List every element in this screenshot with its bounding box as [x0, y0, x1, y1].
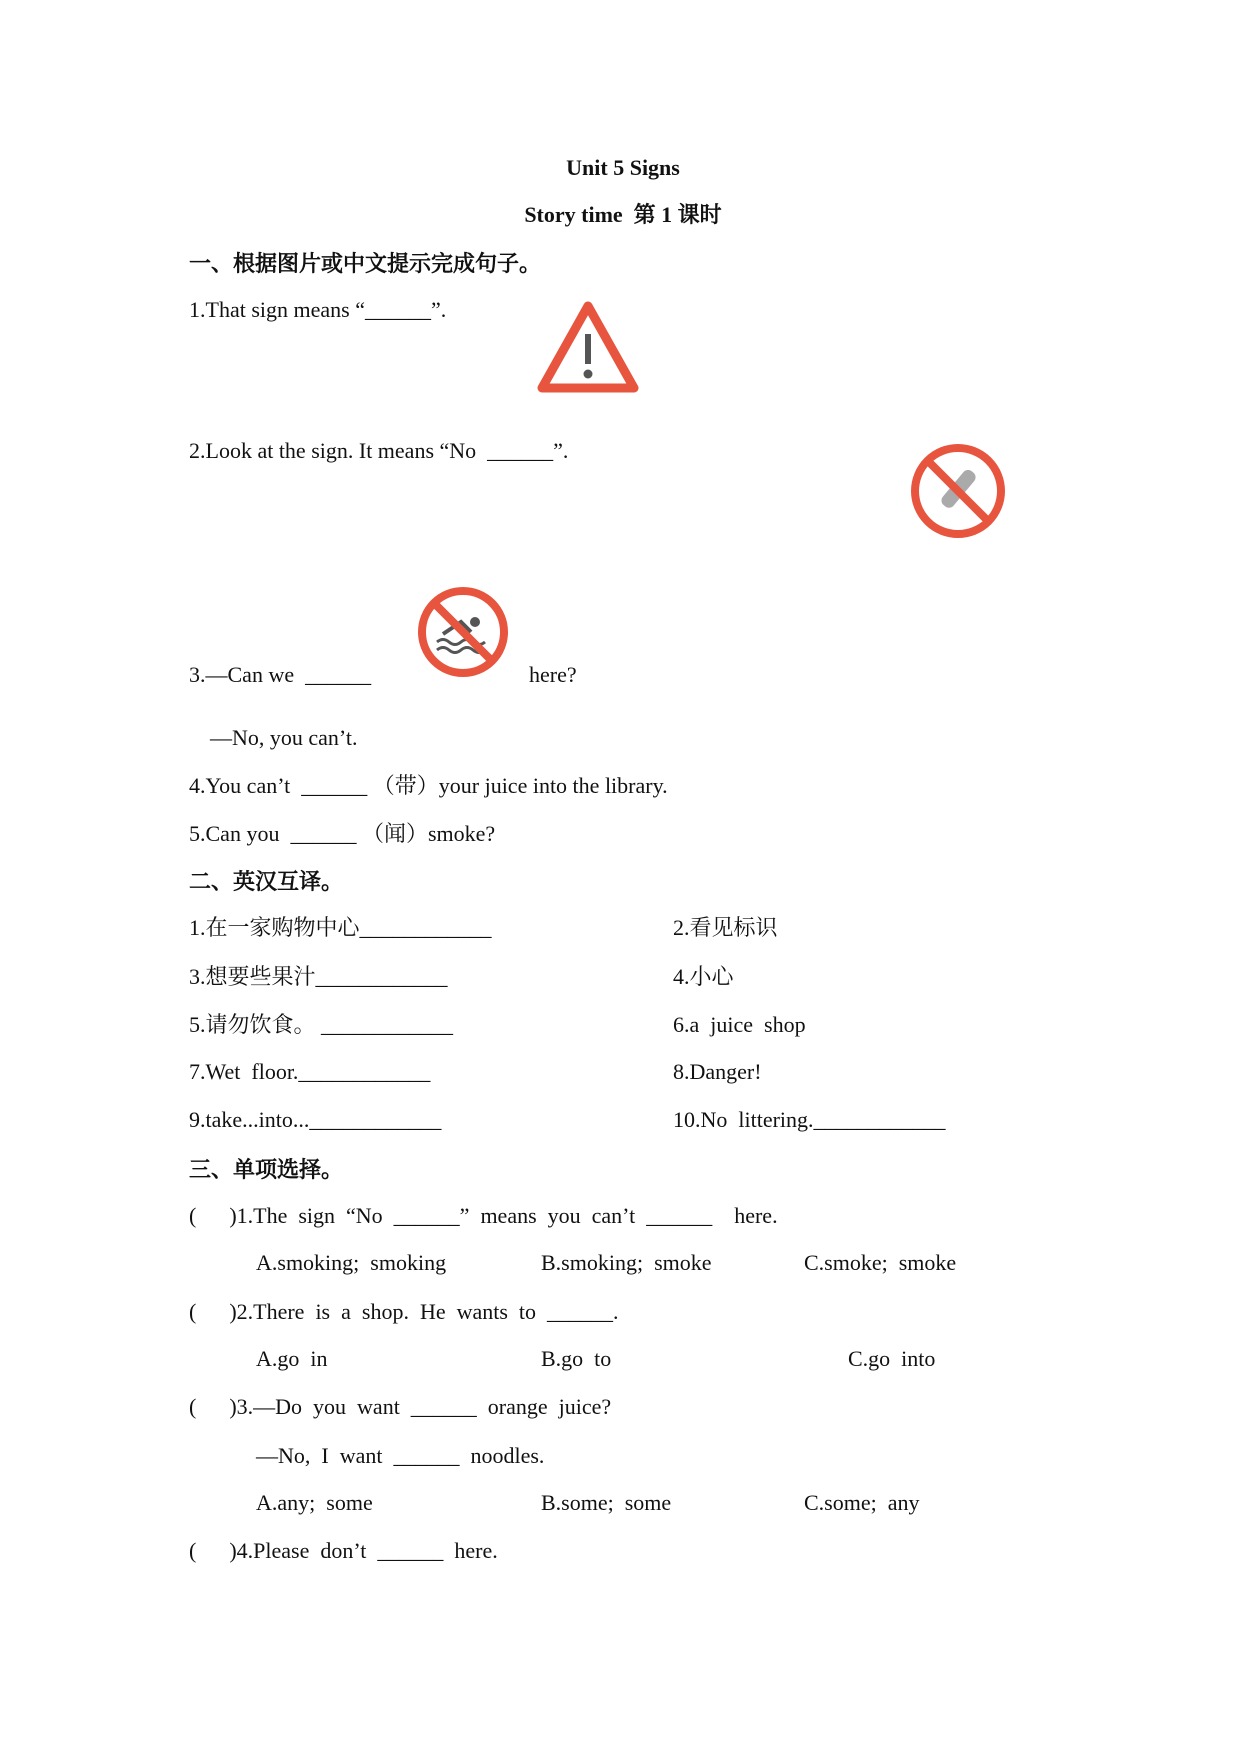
question-1-1: 1.That sign means “______”.	[189, 297, 447, 322]
choice-option: C.some; any	[804, 1490, 920, 1515]
no-smoking-sign-icon	[908, 441, 1008, 541]
translate-item: 3.想要些果汁____________	[189, 964, 448, 989]
translate-item: 9.take...into...____________	[189, 1107, 442, 1132]
translate-item: 2.看见标识	[673, 915, 778, 940]
choice-option: A.go in	[256, 1346, 328, 1371]
choice-question-1: ( )1.The sign “No ______” means you can’t ______ here.	[189, 1203, 778, 1228]
question-1-3: 3.—Can we ______	[189, 662, 372, 687]
choice-option: C.go into	[848, 1346, 936, 1371]
translate-item: 1.在一家购物中心____________	[189, 915, 492, 940]
warning-sign-icon	[536, 300, 640, 396]
translate-item: 10.No littering.____________	[673, 1107, 946, 1132]
translate-item: 6.a juice shop	[673, 1012, 806, 1037]
choice-option: A.any; some	[256, 1490, 373, 1515]
section-3-heading: 三、单项选择。	[189, 1157, 344, 1182]
section-2-heading: 二、英汉互译。	[189, 869, 344, 894]
worksheet-title: Unit 5 Signs	[566, 155, 680, 180]
choice-question-4: ( )4.Please don’t ______ here.	[189, 1538, 498, 1563]
question-1-3-answer: —No, you can’t.	[210, 725, 358, 750]
choice-question-3: ( )3.—Do you want ______ orange juice?	[189, 1394, 612, 1419]
question-1-3-end: here?	[529, 662, 577, 687]
worksheet-subtitle: Story time 第 1 课时	[524, 202, 722, 227]
question-1-4: 4.You can’t ______ （带）your juice into the library.	[189, 773, 668, 798]
translate-item: 8.Danger!	[673, 1059, 762, 1084]
no-swimming-sign-icon	[415, 584, 511, 680]
translate-item: 5.请勿饮食。 ____________	[189, 1012, 454, 1037]
translate-item: 7.Wet floor.____________	[189, 1059, 431, 1084]
choice-option: C.smoke; smoke	[804, 1250, 957, 1275]
choice-option: B.smoking; smoke	[541, 1250, 712, 1275]
choice-question-2: ( )2.There is a shop. He wants to ______.	[189, 1299, 619, 1324]
question-1-2: 2.Look at the sign. It means “No ______”.	[189, 438, 569, 463]
choice-question-3-reply: —No, I want ______ noodles.	[256, 1443, 545, 1468]
translate-item: 4.小心	[673, 964, 734, 989]
question-1-5: 5.Can you ______ （闻）smoke?	[189, 821, 496, 846]
choice-option: B.go to	[541, 1346, 612, 1371]
choice-option: B.some; some	[541, 1490, 672, 1515]
section-1-heading: 一、根据图片或中文提示完成句子。	[189, 251, 542, 276]
choice-option: A.smoking; smoking	[256, 1250, 447, 1275]
